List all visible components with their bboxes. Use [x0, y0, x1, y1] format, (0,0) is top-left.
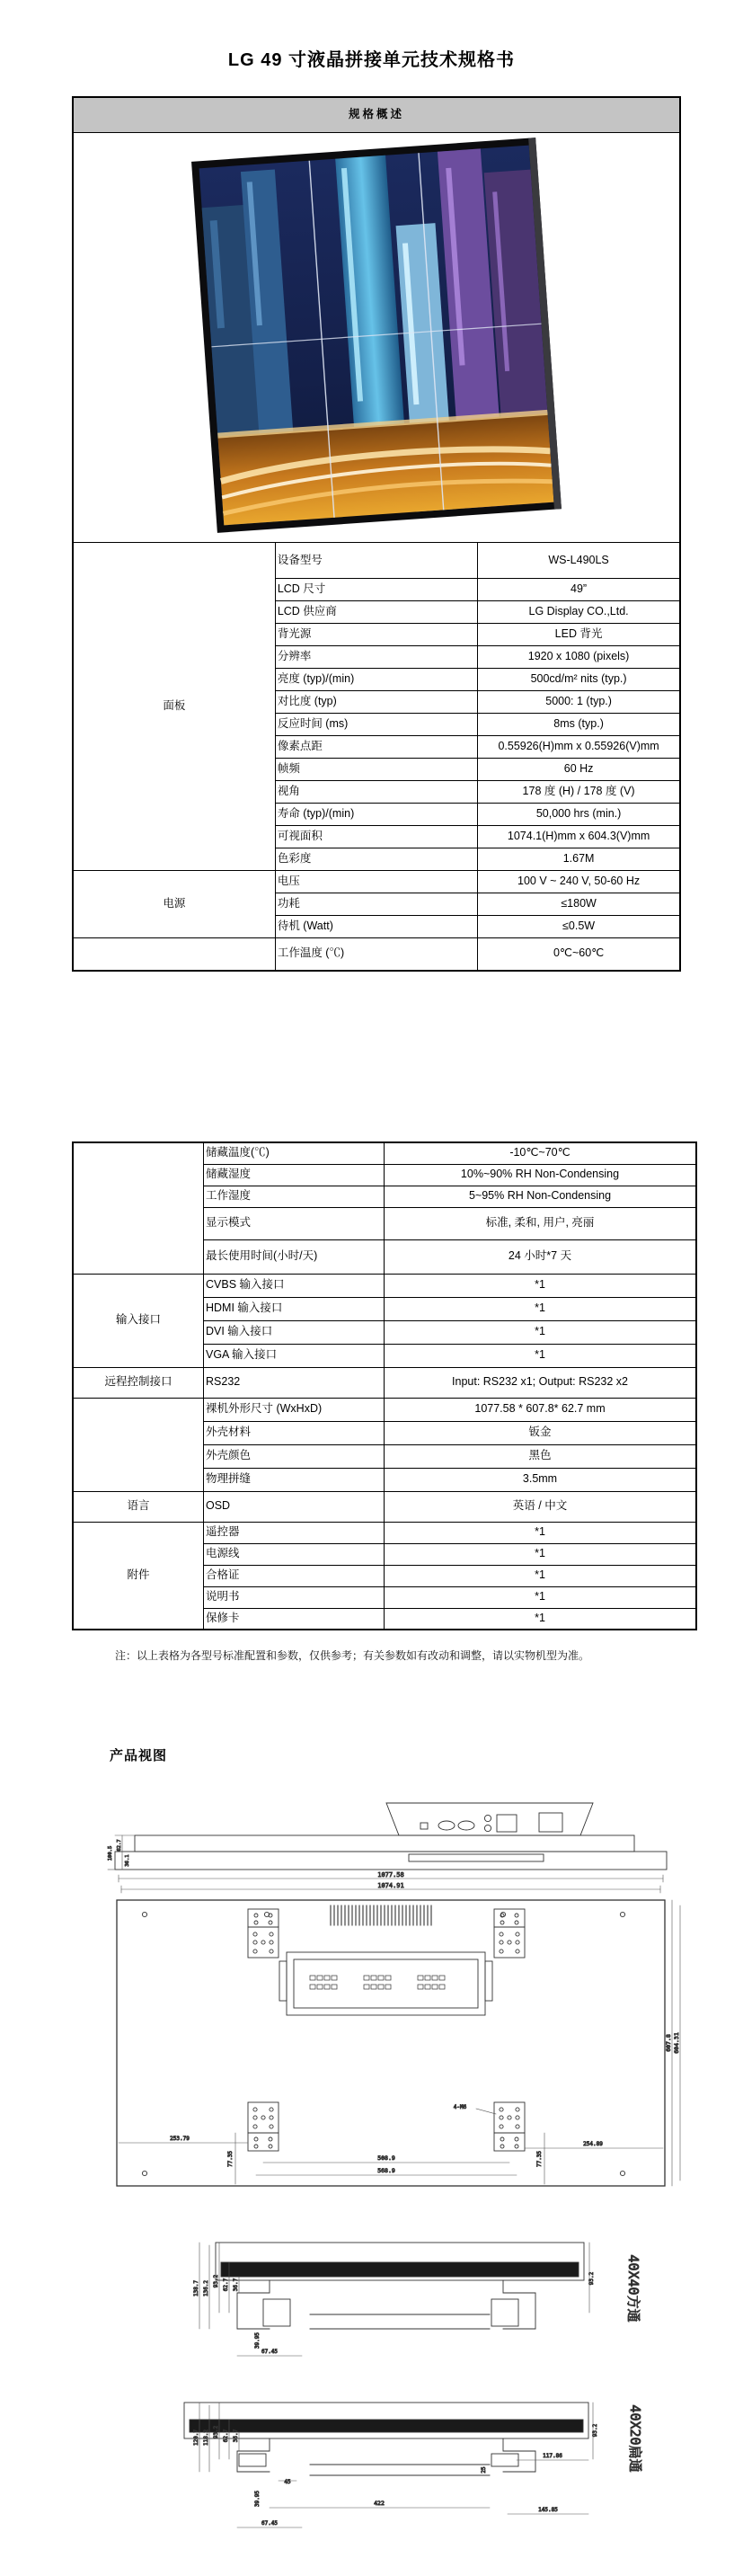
- s20-dim-b3: 45: [284, 2479, 291, 2485]
- rear-dim-right: 254.89: [583, 2141, 603, 2147]
- rear-dim-left: 253.79: [170, 2136, 190, 2142]
- spec-value-cell: ≤0.5W: [478, 916, 680, 938]
- rear-width-dim-outer: 1077.58: [377, 1871, 404, 1879]
- spec-value-cell: LED 背光: [478, 624, 680, 646]
- spec-name-cell: 工作湿度: [204, 1186, 385, 1207]
- spec-name-cell: CVBS 输入接口: [204, 1274, 385, 1297]
- s20-dim-b2: 39.95: [254, 2490, 261, 2508]
- spec-name-cell: 外壳材料: [204, 1421, 385, 1444]
- spec-value-cell: *1: [385, 1608, 697, 1630]
- spec-name-cell: 裸机外形尺寸 (WxHxD): [204, 1398, 385, 1421]
- spec-table-2-wrap: [72, 1141, 681, 1630]
- spec-row: [73, 1522, 696, 1543]
- technical-drawings: [0, 1789, 743, 2576]
- spec-name-cell: 分辨率: [275, 646, 477, 669]
- rear-dim-v1: 77.35: [227, 2150, 234, 2168]
- footnote: 注：以上表格为各型号标准配置和参数，仅供参考；有关参数如有改动和调整，请以实物机型为准。: [115, 1649, 590, 1662]
- spec-value-cell: 8ms (typ.): [478, 714, 680, 736]
- spec-value-cell: 钣金: [385, 1421, 697, 1444]
- spec-value-cell: *1: [385, 1320, 697, 1344]
- rear-width-dim-inner: 1074.91: [377, 1882, 404, 1889]
- spec-name-cell: 合格证: [204, 1565, 385, 1586]
- s40-dim-4: 62.7: [223, 2278, 229, 2292]
- s20-dim-b5: 422: [374, 2500, 385, 2507]
- spec-row: [73, 1367, 696, 1398]
- spec-name-cell: 储藏温度(℃): [204, 1142, 385, 1164]
- spec-name-cell: 色彩度: [275, 848, 477, 871]
- spec-name-cell: 保修卡: [204, 1608, 385, 1630]
- spec-value-cell: 0℃~60℃: [478, 938, 680, 971]
- s20-dim-b4: 25: [481, 2466, 487, 2474]
- spec-value-cell: 1920 x 1080 (pixels): [478, 646, 680, 669]
- spec-value-cell: *1: [385, 1274, 697, 1297]
- rear-height-dim-inner: 604.31: [673, 2032, 680, 2054]
- spec-table-1: [72, 96, 681, 972]
- spec-value-cell: 50,000 hrs (min.): [478, 804, 680, 826]
- connector-recess: [279, 1952, 492, 2015]
- spec-group-cell: [73, 1142, 204, 1274]
- s20-dim-b6: 117.86: [543, 2453, 562, 2459]
- spec-value-cell: 英语 / 中文: [385, 1491, 697, 1522]
- rear-dim-b2: 568.9: [377, 2167, 395, 2174]
- s40-dim-1: 138.7: [193, 2279, 199, 2297]
- spec-value-cell: -10℃~70℃: [385, 1142, 697, 1164]
- spec-group-cell: [73, 938, 275, 971]
- spec-group-cell: 语言: [73, 1491, 204, 1522]
- spec-name-cell: 遥控器: [204, 1522, 385, 1543]
- video-wall-photo: [188, 133, 565, 537]
- spec-name-cell: VGA 输入接口: [204, 1344, 385, 1367]
- spec-value-cell: *1: [385, 1344, 697, 1367]
- spec-name-cell: 物理拼缝: [204, 1468, 385, 1491]
- spec-name-cell: 亮度 (typ)/(min): [275, 669, 477, 691]
- spec-value-cell: 1077.58 * 607.8* 62.7 mm: [385, 1398, 697, 1421]
- spec-name-cell: 功耗: [275, 893, 477, 916]
- spec-name-cell: OSD: [204, 1491, 385, 1522]
- spec-value-cell: 60 Hz: [478, 759, 680, 781]
- rear-dim-b1: 508.9: [377, 2154, 395, 2162]
- page-title: LG 49 寸液晶拼接单元技术规格书: [227, 50, 516, 70]
- spec-name-cell: DVI 输入接口: [204, 1320, 385, 1344]
- rear-dim-v2: 77.35: [536, 2150, 543, 2168]
- spec-name-cell: 工作温度 (℃): [275, 938, 477, 971]
- s40-dim-right: 93.2: [588, 2271, 595, 2286]
- spec-value-cell: 黑色: [385, 1444, 697, 1468]
- spec-name-cell: 像素点距: [275, 736, 477, 759]
- upper-mount-plate-right: [494, 1909, 525, 1958]
- s20-dim-1: 120.7: [193, 2429, 199, 2447]
- spec-name-cell: 可视面积: [275, 826, 477, 848]
- spec-name-cell: LCD 尺寸: [275, 579, 477, 601]
- s20-dim-right: 93.2: [592, 2423, 598, 2438]
- spec-row: [73, 871, 680, 893]
- spec-value-cell: 178 度 (H) / 178 度 (V): [478, 781, 680, 804]
- spec-name-cell: RS232: [204, 1367, 385, 1398]
- spec-table-2: [72, 1141, 697, 1630]
- lower-mount-plate-right: [494, 2102, 525, 2151]
- spec-value-cell: 24 小时*7 天: [385, 1239, 697, 1274]
- s20-dim-4: 62.7: [223, 2429, 229, 2443]
- overview-table: [72, 96, 681, 972]
- spec-value-cell: 1.67M: [478, 848, 680, 871]
- spec-row: [73, 938, 680, 971]
- spec-name-cell: 待机 (Watt): [275, 916, 477, 938]
- spec-group-cell: 输入接口: [73, 1274, 204, 1367]
- profile-view-drawing: [108, 1803, 667, 1870]
- s20-dim-b7: 145.85: [538, 2507, 558, 2513]
- spec-value-cell: WS-L490LS: [478, 543, 680, 579]
- spec-name-cell: 最长使用时间(小时/天): [204, 1239, 385, 1274]
- spec-value-cell: 10%~90% RH Non-Condensing: [385, 1164, 697, 1186]
- s40-dim-b2: 39.95: [254, 2332, 261, 2349]
- section-40x20-drawing: [184, 2403, 643, 2527]
- s20-label: 40X20扁通: [627, 2404, 643, 2473]
- s40-dim-b1: 67.45: [261, 2349, 279, 2355]
- spec-value-cell: 5000: 1 (typ.): [478, 691, 680, 714]
- spec-row: [73, 1142, 696, 1164]
- spec-name-cell: 设备型号: [275, 543, 477, 579]
- spec-value-cell: 49”: [478, 579, 680, 601]
- spec-value-cell: 5~95% RH Non-Condensing: [385, 1186, 697, 1207]
- spec-name-cell: LCD 供应商: [275, 601, 477, 624]
- s40-dim-5: 36.7: [233, 2278, 239, 2292]
- spec-row: [73, 543, 680, 579]
- spec-name-cell: 说明书: [204, 1586, 385, 1608]
- spec-value-cell: 100 V ~ 240 V, 50-60 Hz: [478, 871, 680, 893]
- table-header: 规格概述: [73, 97, 680, 133]
- product-view-heading: 产品视图: [110, 1748, 168, 1763]
- upper-mount-plate-left: [248, 1909, 279, 1958]
- spec-name-cell: 视角: [275, 781, 477, 804]
- s20-dim-3: 93.2: [213, 2425, 219, 2439]
- vent-slots: [331, 1905, 431, 1925]
- spec-row: [73, 1398, 696, 1421]
- product-photo-cell: [73, 133, 680, 543]
- rear-height-dim-outer: 607.8: [665, 2034, 672, 2052]
- spec-value-cell: 500cd/m² nits (typ.): [478, 669, 680, 691]
- spec-group-cell: [73, 1398, 204, 1491]
- s20-dim-b1: 67.45: [261, 2520, 279, 2527]
- spec-value-cell: *1: [385, 1522, 697, 1543]
- spec-name-cell: HDMI 输入接口: [204, 1297, 385, 1320]
- spec-name-cell: 外壳颜色: [204, 1444, 385, 1468]
- spec-name-cell: 对比度 (typ): [275, 691, 477, 714]
- spec-name-cell: 反应时间 (ms): [275, 714, 477, 736]
- section-40x40-drawing: [193, 2243, 641, 2356]
- spec-name-cell: 帧频: [275, 759, 477, 781]
- spec-name-cell: 电压: [275, 871, 477, 893]
- s40-dim-3: 93.2: [213, 2274, 219, 2288]
- spec-name-cell: 寿命 (typ)/(min): [275, 804, 477, 826]
- spec-name-cell: 背光源: [275, 624, 477, 646]
- spec-value-cell: Input: RS232 x1; Output: RS232 x2: [385, 1367, 697, 1398]
- rear-view-drawing: [117, 1871, 680, 2186]
- s20-dim-2: 118.2: [203, 2429, 209, 2447]
- spec-value-cell: 标准, 柔和, 用户, 亮丽: [385, 1207, 697, 1239]
- spec-group-cell: 附件: [73, 1522, 204, 1630]
- spec-name-cell: 显示模式: [204, 1207, 385, 1239]
- spec-row: [73, 1274, 696, 1297]
- spec-value-cell: *1: [385, 1586, 697, 1608]
- spec-value-cell: ≤180W: [478, 893, 680, 916]
- spec-value-cell: *1: [385, 1543, 697, 1565]
- profile-dim-2: 62.7: [117, 1839, 122, 1852]
- spec-group-cell: 面板: [73, 543, 275, 871]
- spec-name-cell: 电源线: [204, 1543, 385, 1565]
- spec-value-cell: 3.5mm: [385, 1468, 697, 1491]
- s40-dim-2: 136.2: [203, 2279, 209, 2297]
- profile-dim-1: 100.5: [108, 1845, 113, 1861]
- s40-label: 40X40方通: [625, 2254, 641, 2323]
- lower-mount-plate-left: [248, 2102, 279, 2151]
- spec-name-cell: 储藏湿度: [204, 1164, 385, 1186]
- spec-value-cell: *1: [385, 1565, 697, 1586]
- spec-group-cell: 远程控制接口: [73, 1367, 204, 1398]
- spec-row: [73, 1491, 696, 1522]
- spec-value-cell: 0.55926(H)mm x 0.55926(V)mm: [478, 736, 680, 759]
- rear-screw-spec: 4-M6: [453, 2104, 467, 2110]
- profile-dim-3: 36.1: [125, 1854, 130, 1867]
- spec-group-cell: 电源: [73, 871, 275, 938]
- spec-value-cell: 1074.1(H)mm x 604.3(V)mm: [478, 826, 680, 848]
- s20-dim-5: 36.7: [233, 2429, 239, 2443]
- spec-value-cell: *1: [385, 1297, 697, 1320]
- spec-value-cell: LG Display CO.,Ltd.: [478, 601, 680, 624]
